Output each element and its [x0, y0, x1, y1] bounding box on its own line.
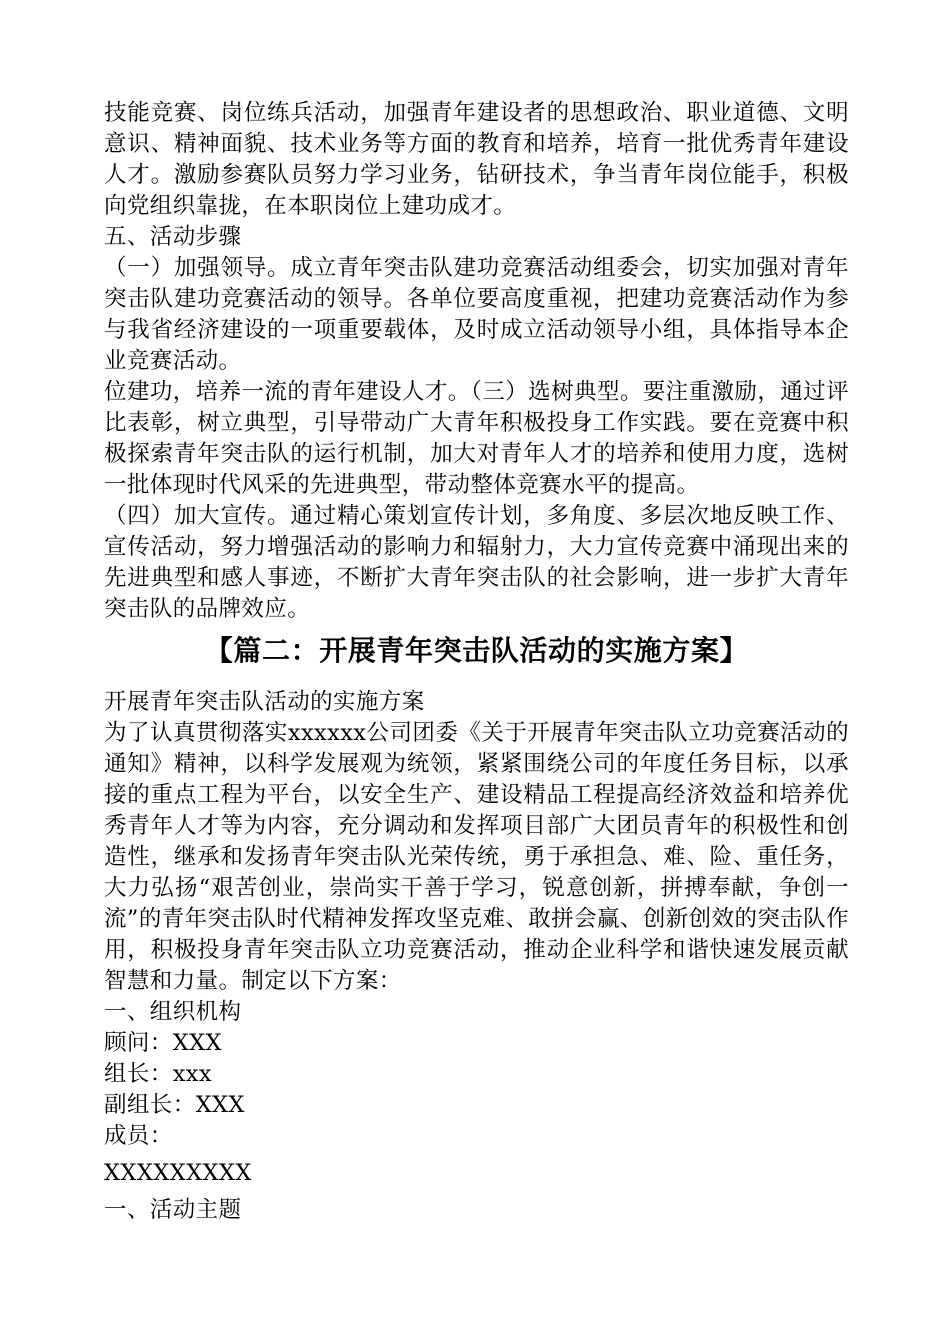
- org-advisor: 顾问：XXX: [104, 1030, 222, 1056]
- org-members-label: 成员：: [104, 1123, 173, 1149]
- plan-title: 开展青年突击队活动的实施方案: [104, 689, 425, 715]
- paragraph-step-3: 位建功，培养一流的青年建设人才。（三）选树典型。要注重激励，通过评比表彰，树立典型，引导带动广大青年积极投身工作实践。要在竞赛中积极探索青年突击队的运行机制，加大对青年人才的培养和使用力度，选树一批体现时代风采的先进典型，带动整体竞赛水平的提高。: [104, 379, 849, 498]
- paragraph-intro: 技能竞赛、岗位练兵活动，加强青年建设者的思想政治、职业道德、文明意识、精神面貌、技术业务等方面的教育和培养，培育一批优秀青年建设人才。激励参赛队员努力学习业务，钻研技术，争当青年岗位能手，积极向党组织靠拢，在本职岗位上建功成才。: [104, 100, 849, 219]
- theme-heading: 一、活动主题: [104, 1197, 242, 1223]
- section-title: 【篇二：开展青年突击队活动的实施方案】: [204, 634, 749, 667]
- document-body: [104, 98, 849, 1226]
- org-members: XXXXXXXXX: [104, 1160, 252, 1186]
- section-steps-heading: 五、活动步骤: [104, 224, 242, 250]
- paragraph-purpose: 为了认真贯彻落实xxxxxx公司团委《关于开展青年突击队立功竞赛活动的通知》精神，以科学发展观为统领，紧紧围绕公司的年度任务目标，以承接的重点工程为平台，以安全生产、建设精品工程提高经济效益和培养优秀青年人才等为内容，充分调动和发挥项目部广大团员青年的积极性和创造性，继承和发扬青年突击队光荣传统，勇于承担急、难、险、重任务，大力弘扬“艰苦创业，崇尚实干善于学习，锐意创新，拼搏奉献，争创一流”的青年突击队时代精神发挥攻坚克难、敢拼会赢、创新创效的突击队作用，积极投身青年突击队立功竞赛活动，推动企业科学和谐快速发展贡献智慧和力量。制定以下方案：: [104, 720, 849, 994]
- org-leader: 组长：xxx: [104, 1061, 212, 1087]
- org-heading: 一、组织机构: [104, 999, 242, 1025]
- org-deputy-leader: 副组长：XXX: [104, 1092, 245, 1118]
- paragraph-step-1: （一）加强领导。成立青年突击队建功竞赛活动组委会，切实加强对青年突击队建功竞赛活动的领导。各单位要高度重视，把建功竞赛活动作为参与我省经济建设的一项重要载体，及时成立活动领导小组，具体指导本企业竞赛活动。: [104, 255, 849, 374]
- paragraph-step-4: （四）加大宣传。通过精心策划宣传计划，多角度、多层次地反映工作、宣传活动，努力增强活动的影响力和辐射力，大力宣传竞赛中涌现出来的先进典型和感人事迹，不断扩大青年突击队的社会影响，进一步扩大青年突击队的品牌效应。: [104, 503, 849, 622]
